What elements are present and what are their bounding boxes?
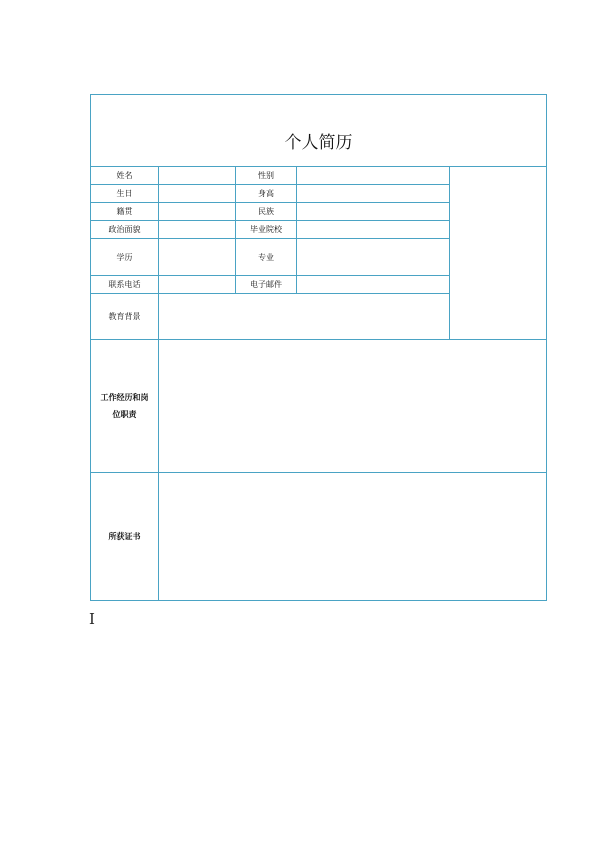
label-work-experience: 工作经历和岗位职责 <box>91 340 159 473</box>
value-education-background[interactable] <box>159 294 547 340</box>
value-email[interactable] <box>297 276 450 294</box>
label-native-place: 籍贯 <box>91 203 159 221</box>
text-cursor-icon: I <box>89 610 95 628</box>
label-height: 身高 <box>236 185 297 203</box>
value-political-status[interactable] <box>159 221 236 239</box>
resume-table <box>90 94 547 601</box>
value-major[interactable] <box>297 239 450 276</box>
value-graduate-school[interactable] <box>297 221 450 239</box>
value-certificates[interactable] <box>159 473 547 601</box>
label-name: 姓名 <box>91 167 159 185</box>
label-birthday: 生日 <box>91 185 159 203</box>
label-graduate-school: 毕业院校 <box>236 221 297 239</box>
label-major: 专业 <box>236 239 297 276</box>
value-gender[interactable] <box>297 167 450 185</box>
value-ethnicity[interactable] <box>297 203 450 221</box>
value-height[interactable] <box>297 185 450 203</box>
label-email: 电子邮件 <box>236 276 297 294</box>
value-education[interactable] <box>159 239 236 276</box>
label-gender: 性别 <box>236 167 297 185</box>
value-name[interactable] <box>159 167 236 185</box>
label-education-background: 教育背景 <box>91 294 159 340</box>
label-certificates: 所获证书 <box>91 473 159 601</box>
value-birthday[interactable] <box>159 185 236 203</box>
resume-title: 个人简历 <box>91 95 547 167</box>
value-work-experience[interactable] <box>159 340 547 473</box>
label-political-status: 政治面貌 <box>91 221 159 239</box>
label-phone: 联系电话 <box>91 276 159 294</box>
value-native-place[interactable] <box>159 203 236 221</box>
value-phone[interactable] <box>159 276 236 294</box>
label-ethnicity: 民族 <box>236 203 297 221</box>
label-education: 学历 <box>91 239 159 276</box>
